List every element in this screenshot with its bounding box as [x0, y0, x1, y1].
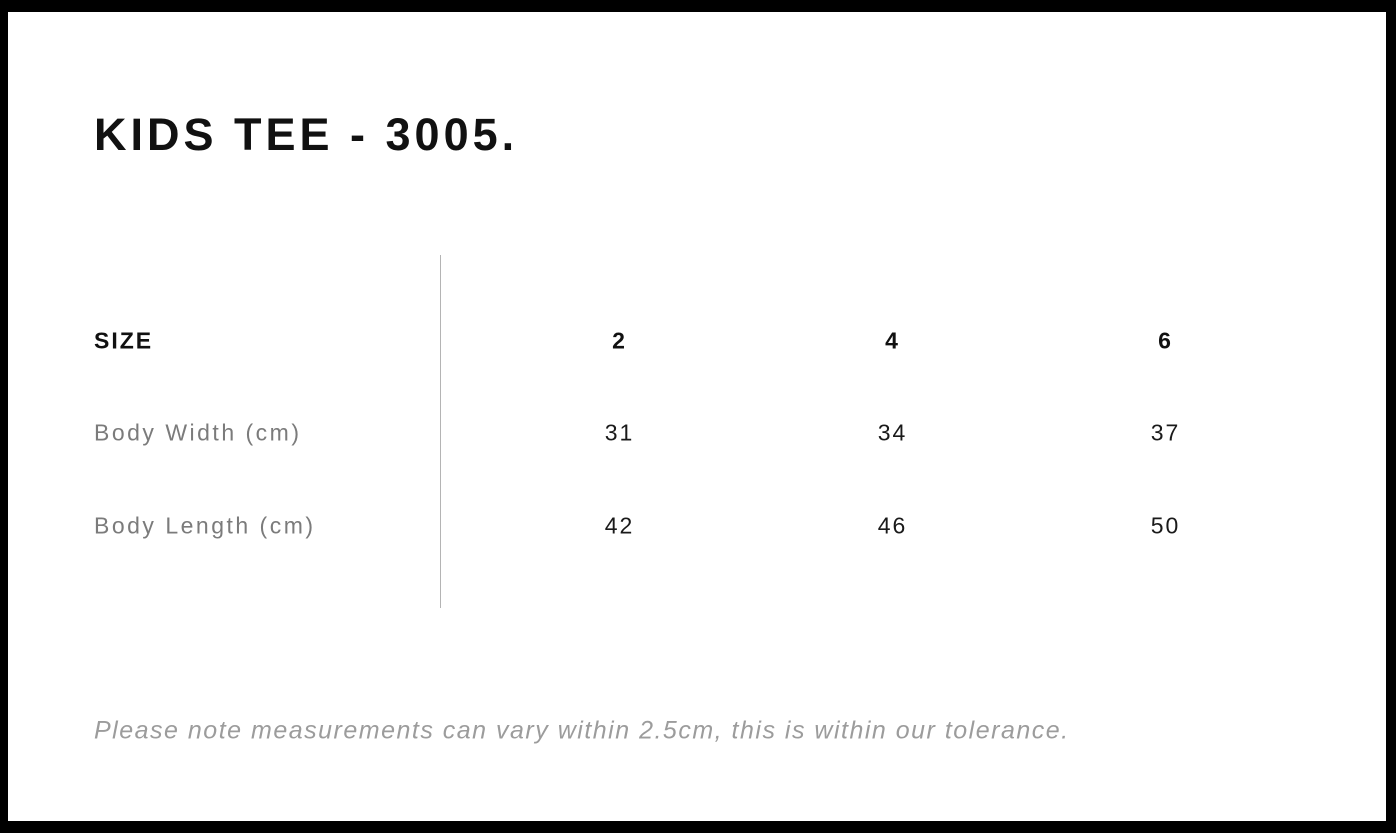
size-guide-card: [8, 12, 1386, 821]
size-column-header-2: 2: [612, 327, 627, 354]
body-length-size-2-value: 42: [604, 512, 635, 539]
body-length-size-4-value: 46: [877, 512, 908, 539]
body-length-size-6-value: 50: [1150, 512, 1181, 539]
body-width-size-6-value: 37: [1150, 419, 1181, 446]
tolerance-note: Please note measurements can vary within 2.5cm, this is within our tolerance.: [94, 716, 1070, 745]
row-label-body-width: Body Width (cm): [94, 419, 302, 446]
row-label-body-length: Body Length (cm): [94, 512, 316, 539]
body-width-size-4-value: 34: [877, 419, 908, 446]
size-header-label: SIZE: [94, 327, 154, 354]
size-header-row: [94, 328, 1302, 355]
size-column-header-6: 6: [1158, 327, 1173, 354]
size-column-header-4: 4: [885, 327, 900, 354]
page-title: KIDS TEE - 3005.: [94, 109, 519, 160]
table-row-body-length: [94, 513, 1302, 540]
table-row-body-width: [94, 420, 1302, 447]
body-width-size-2-value: 31: [604, 419, 635, 446]
